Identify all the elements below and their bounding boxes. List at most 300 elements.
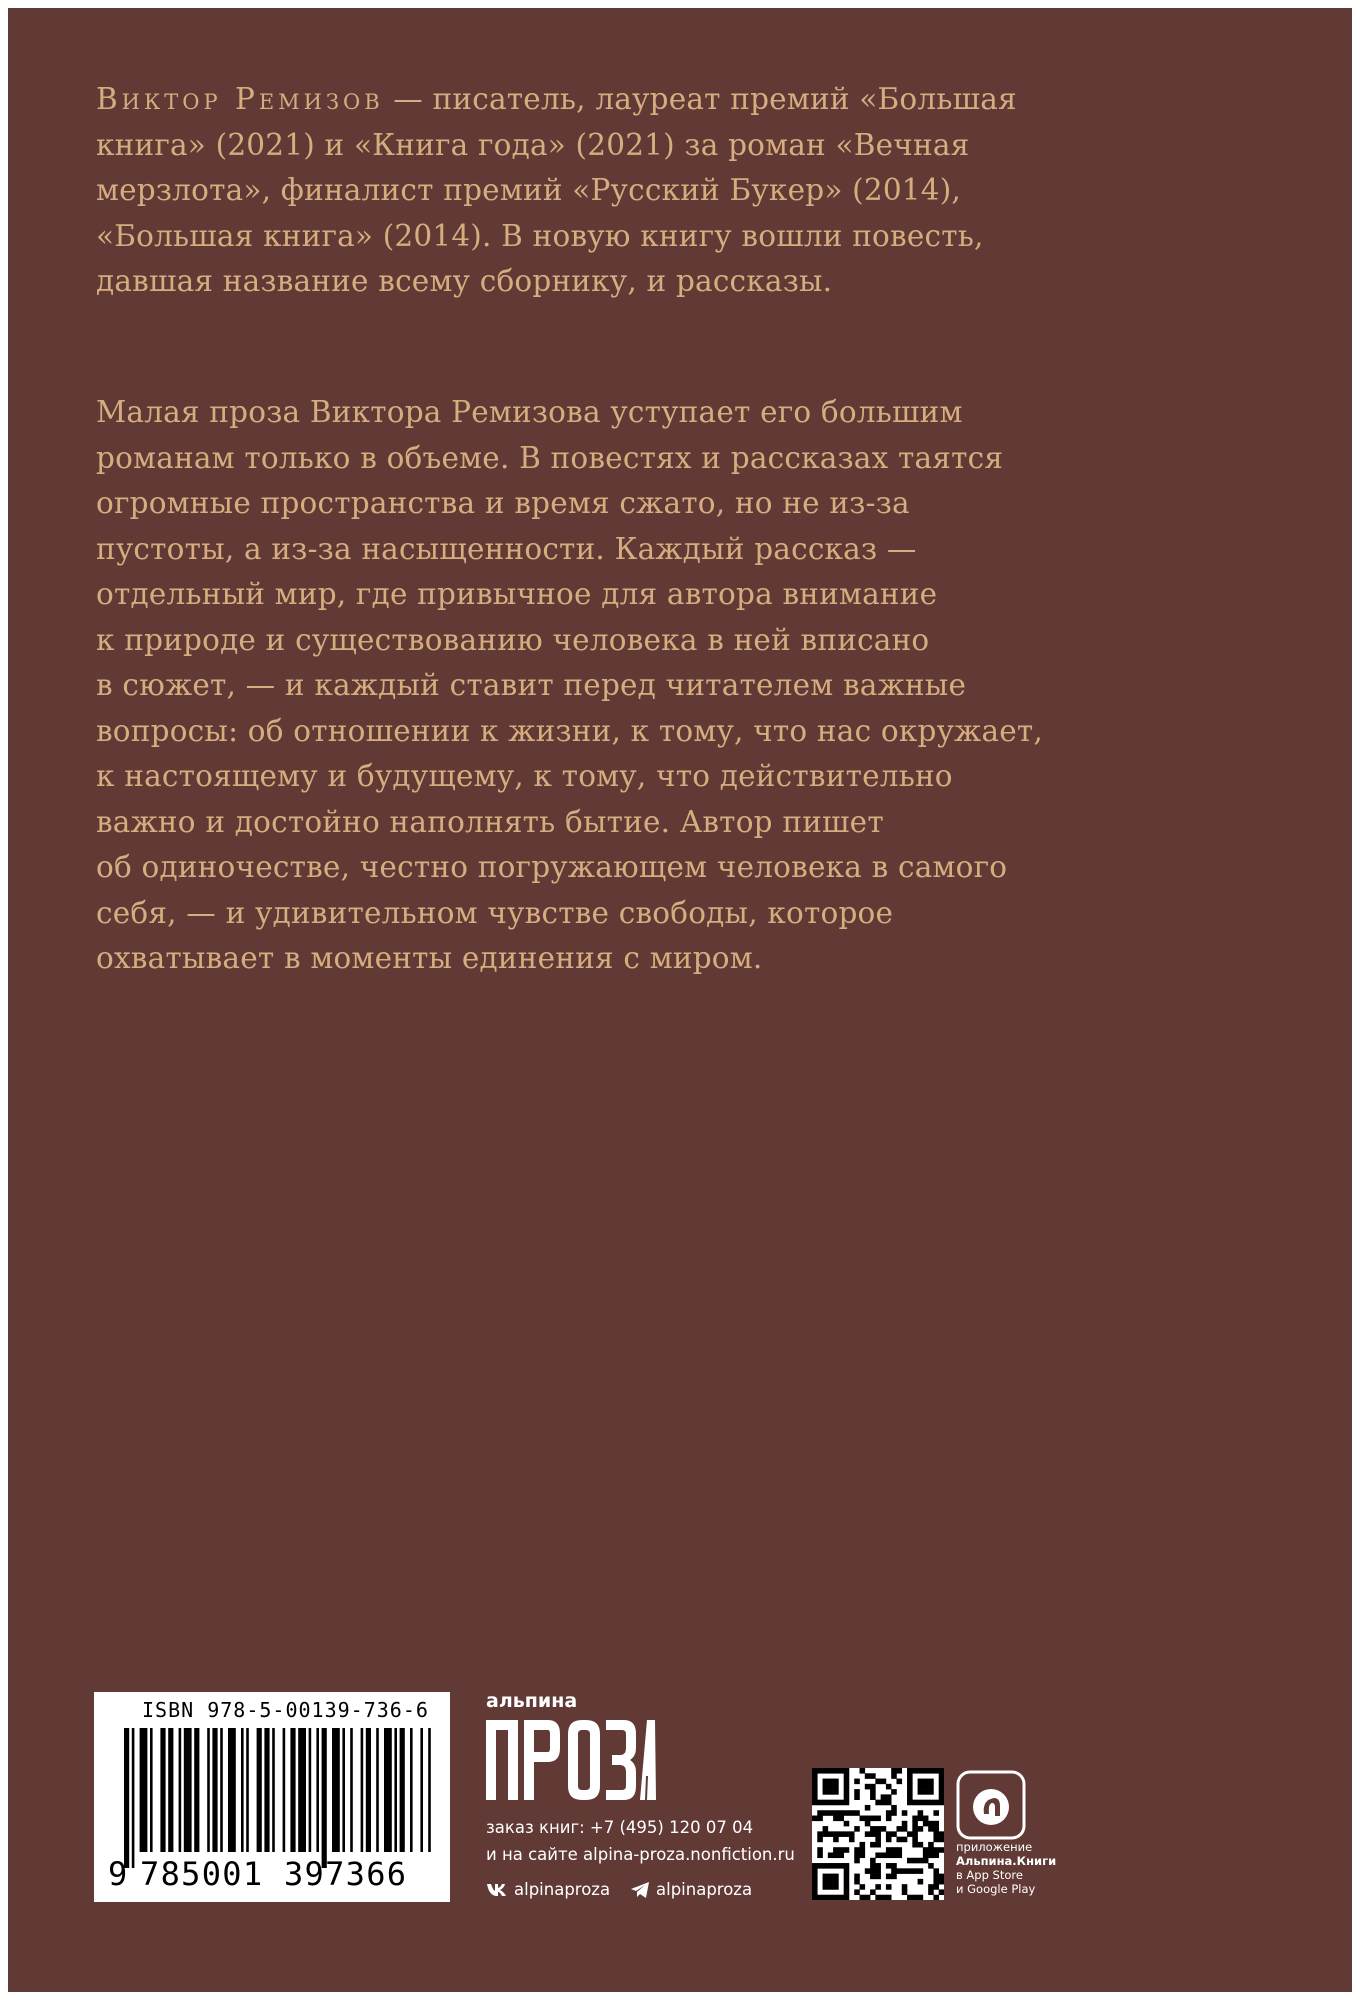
qr-module (812, 1895, 818, 1900)
bio-line: мерзлота», финалист премий «Русский Букер» (2014), (96, 173, 962, 207)
qr-module (902, 1821, 908, 1827)
qr-module (902, 1810, 908, 1816)
description-line: вопросы: об отношении к жизни, к тому, что нас окружает, (96, 713, 1044, 748)
qr-module (928, 1863, 934, 1869)
qr-module (881, 1852, 887, 1858)
description-line: отдельный мир, где привычное для автора внимание (96, 577, 938, 611)
barcode-bar (264, 1728, 269, 1852)
qr-module (918, 1868, 924, 1874)
qr-module (865, 1868, 871, 1874)
qr-module (812, 1868, 818, 1874)
qr-module (854, 1874, 860, 1880)
qr-module (812, 1768, 818, 1774)
qr-module (886, 1852, 892, 1858)
qr-module (923, 1816, 929, 1822)
qr-module (918, 1800, 924, 1806)
qr-module (875, 1837, 881, 1843)
qr-module (939, 1847, 944, 1853)
barcode-bar (394, 1728, 397, 1852)
qr-module (870, 1868, 876, 1874)
qr-module (928, 1826, 934, 1832)
qr-module (912, 1800, 918, 1806)
qr-module (844, 1810, 850, 1816)
barcode-bar (410, 1728, 413, 1852)
qr-module (928, 1800, 934, 1806)
qr-module (939, 1800, 944, 1806)
qr-module (844, 1863, 850, 1869)
qr-module (939, 1779, 944, 1785)
qr-module (886, 1895, 892, 1900)
qr-module (907, 1773, 913, 1779)
proza-logo (486, 1716, 656, 1804)
qr-module (918, 1895, 924, 1900)
qr-module (833, 1884, 839, 1890)
qr-module (912, 1826, 918, 1832)
description-line: важно и достойно наполнять бытие. Автор пишет (96, 804, 884, 839)
qr-module (838, 1863, 844, 1869)
qr-module (865, 1821, 871, 1827)
qr-module (812, 1773, 818, 1779)
barcode-bar (140, 1728, 148, 1852)
qr-module (870, 1858, 876, 1864)
qr-module (844, 1821, 850, 1827)
qr-module (860, 1884, 866, 1890)
qr-module (828, 1800, 834, 1806)
qr-module (939, 1837, 944, 1843)
qr-module (823, 1789, 829, 1795)
qr-module (933, 1837, 939, 1843)
qr-module (891, 1852, 897, 1858)
qr-module (860, 1768, 866, 1774)
qr-module (865, 1895, 871, 1900)
qr-module (933, 1852, 939, 1858)
qr-module (902, 1826, 908, 1832)
qr-module (844, 1868, 850, 1874)
qr-module (844, 1789, 850, 1795)
qr-module (886, 1837, 892, 1843)
barcode-bar (298, 1728, 306, 1852)
qr-module (828, 1884, 834, 1890)
qr-module (928, 1789, 934, 1795)
qr-module (838, 1810, 844, 1816)
qr-module (902, 1868, 908, 1874)
barcode-bar (290, 1728, 295, 1852)
qr-module (828, 1768, 834, 1774)
qr-module (870, 1789, 876, 1795)
qr-module (891, 1773, 897, 1779)
qr-module (918, 1842, 924, 1848)
qr-module (886, 1800, 892, 1806)
qr-module (854, 1810, 860, 1816)
barcode-bar (241, 1728, 244, 1852)
qr-module (918, 1816, 924, 1822)
qr-module (844, 1895, 850, 1900)
qr-module (907, 1779, 913, 1785)
qr-module (881, 1800, 887, 1806)
qr-module (865, 1805, 871, 1811)
qr-module (828, 1852, 834, 1858)
qr-module (912, 1816, 918, 1822)
bio-line: книга» (2021) и «Книга года» (2021) за роман «Вечная (96, 127, 970, 162)
barcode-bar (228, 1728, 236, 1852)
qr-module (912, 1895, 918, 1900)
qr-module (886, 1863, 892, 1869)
qr-module (823, 1879, 829, 1885)
qr-module (896, 1837, 902, 1843)
qr-module (881, 1826, 887, 1832)
qr-module (812, 1789, 818, 1795)
qr-module (939, 1768, 944, 1774)
qr-module (833, 1847, 839, 1853)
qr-module (912, 1858, 918, 1864)
qr-module (923, 1847, 929, 1853)
qr-module (918, 1784, 924, 1790)
qr-module (939, 1794, 944, 1800)
qr-module (854, 1826, 860, 1832)
qr-module (933, 1884, 939, 1890)
qr-module (918, 1768, 924, 1774)
qr-module (833, 1879, 839, 1885)
qr-module (812, 1816, 818, 1822)
app-line-1: приложение (956, 1840, 1033, 1854)
qr-module (812, 1779, 818, 1785)
qr-module (928, 1779, 934, 1785)
qr-module (870, 1831, 876, 1837)
qr-module (939, 1879, 944, 1885)
qr-module (928, 1784, 934, 1790)
qr-module (833, 1874, 839, 1880)
app-line-3: в App Store (956, 1868, 1023, 1882)
qr-module (939, 1874, 944, 1880)
qr-module (923, 1852, 929, 1858)
qr-module (896, 1826, 902, 1832)
qr-module (838, 1847, 844, 1853)
qr-module (817, 1800, 823, 1806)
qr-module (928, 1842, 934, 1848)
description-line: об одиночестве, честно погружающем человека в самого (96, 850, 1008, 884)
qr-module (912, 1837, 918, 1843)
barcode-bar (428, 1728, 431, 1852)
qr-module (923, 1821, 929, 1827)
publisher-name-small: альпина (486, 1690, 578, 1712)
qr-module (844, 1800, 850, 1806)
bio-line-rest: — писатель, лауреат премий «Большая (383, 82, 1017, 116)
qr-module (881, 1779, 887, 1785)
qr-module (923, 1800, 929, 1806)
qr-module (823, 1800, 829, 1806)
qr-module (875, 1852, 881, 1858)
qr-module (828, 1789, 834, 1795)
qr-module (833, 1831, 839, 1837)
qr-module (812, 1884, 818, 1890)
book-description-paragraph (96, 390, 1043, 982)
qr-module (886, 1847, 892, 1853)
qr-module (928, 1884, 934, 1890)
qr-module (817, 1831, 823, 1837)
qr-module (865, 1773, 871, 1779)
vk-handle: alpinaproza (514, 1880, 611, 1899)
qr-module (891, 1789, 897, 1795)
qr-module (828, 1810, 834, 1816)
description-line: пустоты, а из-за насыщенности. Каждый рассказ — (96, 531, 917, 566)
qr-module (844, 1879, 850, 1885)
qr-module (886, 1816, 892, 1822)
qr-module (870, 1816, 876, 1822)
barcode-bar (342, 1728, 345, 1852)
qr-module (854, 1852, 860, 1858)
qr-module (875, 1868, 881, 1874)
qr-module (870, 1842, 876, 1848)
qr-module (902, 1884, 908, 1890)
qr-module (812, 1784, 818, 1790)
qr-module (833, 1837, 839, 1843)
qr-module (854, 1889, 860, 1895)
qr-code (812, 1768, 944, 1900)
qr-module (875, 1779, 881, 1785)
qr-module (928, 1847, 934, 1853)
barcode-bar (361, 1728, 364, 1852)
qr-module (860, 1847, 866, 1853)
qr-module (891, 1831, 897, 1837)
qr-module (860, 1852, 866, 1858)
barcode-bar (384, 1728, 392, 1852)
social-telegram[interactable] (630, 1880, 752, 1899)
qr-module (828, 1895, 834, 1900)
description-line: романам только в объеме. В повестях и рассказах таятся (96, 440, 1004, 475)
qr-module (891, 1768, 897, 1774)
qr-module (912, 1768, 918, 1774)
qr-module (838, 1800, 844, 1806)
ean-digits: 785001 397366 (140, 1855, 408, 1893)
barcode-bar (316, 1728, 319, 1852)
qr-module (870, 1826, 876, 1832)
qr-module (854, 1789, 860, 1795)
qr-module (817, 1895, 823, 1900)
qr-module (886, 1874, 892, 1880)
author-bio-paragraph (96, 77, 1017, 305)
qr-module (844, 1768, 850, 1774)
qr-module (912, 1831, 918, 1837)
app-promo-text (956, 1840, 1056, 1896)
qr-module (854, 1879, 860, 1885)
qr-module (833, 1852, 839, 1858)
barcode-bar (212, 1728, 217, 1852)
qr-module (817, 1852, 823, 1858)
qr-module (833, 1800, 839, 1806)
qr-module (886, 1810, 892, 1816)
qr-module (933, 1768, 939, 1774)
qr-module (833, 1789, 839, 1795)
qr-module (923, 1768, 929, 1774)
qr-module (939, 1831, 944, 1837)
qr-module (812, 1863, 818, 1869)
barcode-bar (160, 1728, 165, 1852)
qr-module (928, 1852, 934, 1858)
qr-module (918, 1789, 924, 1795)
description-line: Малая проза Виктора Ремизова уступает его большим (96, 395, 963, 429)
ean-first-digit: 9 (108, 1855, 128, 1893)
qr-module (923, 1784, 929, 1790)
barcode-bar (257, 1728, 262, 1852)
qr-module (828, 1831, 834, 1837)
qr-module (896, 1768, 902, 1774)
qr-module (912, 1868, 918, 1874)
qr-module (860, 1816, 866, 1822)
qr-module (838, 1768, 844, 1774)
qr-module (870, 1773, 876, 1779)
qr-module (928, 1768, 934, 1774)
qr-module (828, 1779, 834, 1785)
qr-module (891, 1805, 897, 1811)
qr-module (828, 1784, 834, 1790)
barcode-bar (220, 1728, 223, 1852)
qr-module (828, 1863, 834, 1869)
qr-module (812, 1794, 818, 1800)
qr-module (823, 1895, 829, 1900)
qr-module (907, 1768, 913, 1774)
qr-module (865, 1831, 871, 1837)
qr-module (812, 1889, 818, 1895)
barcode-bar (246, 1728, 249, 1852)
order-website: и на сайте alpina-proza.nonfiction.ru (486, 1845, 795, 1864)
qr-module (849, 1810, 855, 1816)
qr-module (823, 1768, 829, 1774)
qr-module (918, 1858, 924, 1864)
barcode-bar (322, 1728, 327, 1868)
qr-module (823, 1863, 829, 1869)
qr-module (896, 1847, 902, 1853)
qr-module (907, 1858, 913, 1864)
barcode-bar (168, 1728, 173, 1852)
qr-module (902, 1837, 908, 1843)
qr-module (896, 1868, 902, 1874)
qr-module (933, 1868, 939, 1874)
qr-module (891, 1863, 897, 1869)
qr-module (844, 1831, 850, 1837)
qr-module (933, 1826, 939, 1832)
description-line: к настоящему и будущему, к тому, что действительно (96, 759, 953, 793)
barcode-bar (132, 1728, 135, 1868)
barcode-bar (309, 1728, 312, 1852)
qr-module (823, 1884, 829, 1890)
qr-module (854, 1779, 860, 1785)
qr-module (828, 1874, 834, 1880)
qr-module (907, 1800, 913, 1806)
qr-module (875, 1800, 881, 1806)
qr-module (933, 1895, 939, 1900)
qr-module (933, 1800, 939, 1806)
qr-module (833, 1863, 839, 1869)
app-name: Альпина.Книги (956, 1854, 1057, 1868)
qr-module (891, 1847, 897, 1853)
qr-module (918, 1826, 924, 1832)
qr-module (812, 1874, 818, 1880)
qr-module (886, 1831, 892, 1837)
qr-module (860, 1842, 866, 1848)
qr-module (875, 1816, 881, 1822)
qr-module (812, 1800, 818, 1806)
qr-module (886, 1794, 892, 1800)
barcode-bar (400, 1728, 405, 1852)
qr-module (870, 1794, 876, 1800)
qr-module (823, 1874, 829, 1880)
qr-module (865, 1784, 871, 1790)
barcode-bar (283, 1728, 286, 1852)
barcode-bar (207, 1728, 210, 1852)
qr-module (896, 1852, 902, 1858)
qr-module (939, 1889, 944, 1895)
qr-module (844, 1884, 850, 1890)
qr-module (823, 1779, 829, 1785)
qr-module (933, 1879, 939, 1885)
qr-module (849, 1837, 855, 1843)
description-line: к природе и существованию человека в ней вписано (96, 622, 930, 657)
bio-line: давшая название всему сборнику, и рассказы. (96, 264, 833, 298)
qr-module (875, 1826, 881, 1832)
barcode-bar (332, 1728, 340, 1852)
isbn-barcode (94, 1692, 450, 1902)
qr-module (886, 1884, 892, 1890)
qr-module (833, 1895, 839, 1900)
qr-module (886, 1784, 892, 1790)
qr-module (817, 1847, 823, 1853)
qr-module (928, 1821, 934, 1827)
qr-module (844, 1794, 850, 1800)
qr-module (875, 1842, 881, 1848)
author-name: Виктор Ремизов (96, 82, 384, 116)
qr-module (823, 1784, 829, 1790)
qr-module (844, 1773, 850, 1779)
qr-module (823, 1831, 829, 1837)
qr-module (823, 1826, 829, 1832)
qr-module (854, 1847, 860, 1853)
barcode-bar (376, 1728, 379, 1852)
qr-module (933, 1810, 939, 1816)
qr-module (907, 1794, 913, 1800)
barcode-bar (420, 1728, 423, 1852)
qr-module (838, 1895, 844, 1900)
qr-module (817, 1810, 823, 1816)
qr-module (833, 1816, 839, 1822)
qr-module (923, 1779, 929, 1785)
qr-module (833, 1810, 839, 1816)
qr-module (918, 1879, 924, 1885)
qr-module (844, 1874, 850, 1880)
qr-module (875, 1884, 881, 1890)
qr-module (823, 1810, 829, 1816)
qr-module (891, 1874, 897, 1880)
qr-module (881, 1794, 887, 1800)
description-line: огромные пространства и время сжато, но не из-за (96, 486, 910, 520)
description-line: охватывает в моменты единения с миром. (96, 941, 763, 975)
alpina-app-icon (956, 1770, 1026, 1840)
qr-module (875, 1874, 881, 1880)
qr-module (933, 1821, 939, 1827)
social-vk[interactable] (486, 1880, 610, 1899)
qr-module (854, 1794, 860, 1800)
barcode-bar (150, 1728, 153, 1852)
qr-module (838, 1816, 844, 1822)
qr-module (844, 1889, 850, 1895)
qr-module (923, 1789, 929, 1795)
qr-module (896, 1779, 902, 1785)
order-phone: заказ книг: +7 (495) 120 07 04 (486, 1818, 754, 1837)
qr-module (918, 1779, 924, 1785)
qr-module (870, 1889, 876, 1895)
qr-module (907, 1831, 913, 1837)
qr-module (833, 1784, 839, 1790)
qr-module (817, 1768, 823, 1774)
